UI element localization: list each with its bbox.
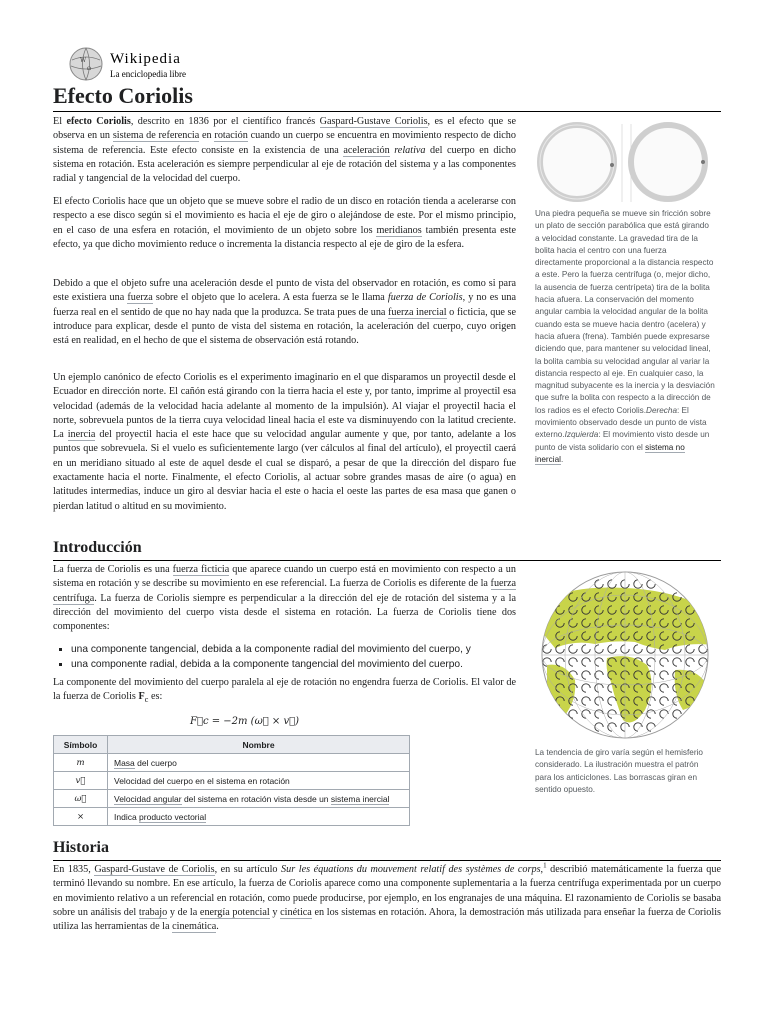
inline-link[interactable]: sistema de referencia <box>112 130 200 142</box>
puzzle-globe-icon <box>68 46 104 82</box>
wordmark: Wikipedia <box>110 51 181 67</box>
inline-link[interactable]: cinética <box>280 906 312 918</box>
historia-paragraph-1: En 1835, Gaspard-Gustave de Coriolis, en su artículo Sur les équations du mouvement relatif des systèmes de corps,$^1$ describió matemáticamente la fuerza que terminó llevando su nombre. En ese artículo, la fuerza de Coriolis aparece como una componente suplementaria a la fuerza centrífuga experimentada por un cuerpo en movimiento relativo a un referencial en rotación, como puede producirse, por ejemplo, en los engranajes de una máquina. El razonamiento de Coriolis se basaba sobre un análisis del trabajo y de la energía potencial y cinética en los sistemas en rotación. Ahora, la demostración más utilizada para enseñar la fuerza de Coriolis utiliza las herramientas de la cinemática. <box>53 861 721 933</box>
inline-link[interactable]: sistema inercial <box>330 793 390 804</box>
globe-rotation-image[interactable] <box>535 570 715 740</box>
inline-link[interactable]: meridianos <box>376 224 422 236</box>
bold-text: F <box>138 691 145 703</box>
symbol-table <box>53 735 410 826</box>
italic-text: Sur les équations du mouvement relatif des systèmes de corps <box>281 864 541 875</box>
name-cell: Indica producto vectorial <box>108 808 410 826</box>
inline-link[interactable]: fuerza centrífuga <box>53 578 516 604</box>
tagline: La enciclopedia libre <box>110 69 186 79</box>
table-row <box>54 808 410 826</box>
intro-paragraph-4: Un ejemplo canónico de efecto Coriolis es el experimento imaginario en el que disparamos un proyectil desde el Ecuador en dirección norte. El cañón está girando con la tierra hacia el este y, por tanto, imprime al proyectil esa velocidad (además de la velocidad hacia adelante al momento de la impulsión). Al viajar el proyectil hacia el norte, sobrevuela puntos de la tierra cuya velocidad lineal hacia el este va disminuyendo con la latitud creciente. La inercia del proyectil hacia el este hace que su velocidad angular aumente y que, por tanto, adelante a los puntos que sobrevuela. Si el vuelo es suficientemente largo (ver cálculos al final del artículo), el proyectil caerá en un meridiano situado al este de aquel desde el cual se disparó, a pesar de que la dirección del disparo fue exactamente hacia el norte. Finalmente, el efecto Coriolis, al actuar sobre grandes masas de aire (o agua) en latitudes intermedias, induce un giro al desviar hacia el este o hacia el oeste las partes de esa masa que ganen o pierdan latitud o altitud en su movimiento. <box>53 372 517 512</box>
list-item: ▪ una componente radial, debida a la componente tangencial del movimiento del cuerpo. <box>71 657 471 672</box>
page-title: Efecto Coriolis <box>53 82 721 112</box>
inline-link[interactable]: Masa <box>114 757 135 768</box>
table-header: Símbolo <box>54 736 108 754</box>
intro-paragraph-3: Debido a que el objeto sufre una aceleración desde el punto de vista del observador en rotación, es como si para este existiera una fuerza sobre el objeto que lo acelera. A esta fuerza se le llama fuerza de Coriolis, y no es una fuerza real en el sentido de que no hay nada que la produzca. Se trata pues de una fuerza inercial o ficticia, que se introduce para explicar, desde el punto de vista del sistema en rotación, la aceleración del cuerpo, cuyo origen está en realidad, en el hecho de que el sistema de observación está rotando. <box>53 278 516 347</box>
section-heading-historia: Historia <box>53 838 721 861</box>
inline-link[interactable]: fuerza <box>127 292 153 304</box>
table-row <box>54 772 410 790</box>
inline-link[interactable]: fuerza inercial <box>388 306 447 318</box>
inline-link[interactable]: Gaspard-Gustave de Coriolis <box>94 864 215 875</box>
figure-caption: La tendencia de giro varía según el hemisferio considerado. La ilustración muestra el patrón para los anticiclones. Las borrascas giran en sentido opuesto. <box>535 748 703 794</box>
italic-text: fuerza de Coriolis <box>387 292 463 304</box>
introduccion-paragraph-1: La fuerza de Coriolis es una fuerza ficticia que aparece cuando un cuerpo está en movimiento con respecto a un sistema en rotación y se describe su movimiento en ese referencial. La fuerza de Coriolis es diferente de la fuerza centrífuga. La fuerza de Coriolis siempre es perpendicular a la dirección del eje de rotación del sistema y a la dirección del movimiento del cuerpo vista desde el sistema en rotación. La fuerza de Coriolis tiene dos componentes: <box>53 564 516 633</box>
wikipedia-logo[interactable] <box>68 46 238 86</box>
inline-link[interactable]: inercia <box>67 429 96 441</box>
figure-globe <box>535 570 715 796</box>
inline-link[interactable]: fuerza ficticia <box>172 564 230 575</box>
symbol-cell: v⃗ <box>54 772 108 790</box>
figure-caption: Una piedra pequeña se mueve sin fricción sobre un plato de sección parabólica que está girando a velocidad constante. La gravedad tira de la bolita hacia el centro con una fuerza directamente proporcional a la distancia respecto a este. Pero la fuerza centrífuga (o, mejor dicho, la ausencia de fuerza centrípeta) tira de la bolita hacia afuera. La conservación del momento angular cambia la velocidad angular de la bolita cuando esta se mueve hacia dentro (acelera) y hacia afuera (frena). También puede expresarse diciendo que, para mantener su velocidad lineal, la bolita cambia su velocidad angular al variar la distancia respecto al eje. En cualquier caso, la magnitud subyacente es la inercia y la desviación que sufre la bolita con respecto a la dirección de los radios es el efecto Coriolis.Derecha: El movimiento observado desde un punto de vista externo.Izquierda: El movimiento visto desde un punto de vista solidario con el sistema no inercial. <box>535 209 715 464</box>
svg-text:W: W <box>80 57 87 64</box>
bold-text: efecto Coriolis <box>66 116 131 127</box>
figure-coriolis-discs <box>535 118 715 466</box>
footnote-ref[interactable]: 1 <box>543 861 547 870</box>
section-heading-introduccion: Introducción <box>53 538 721 561</box>
component-list <box>53 642 471 672</box>
inline-link[interactable]: sistema no inercial <box>535 442 685 464</box>
symbol-cell: ω⃗ <box>54 790 108 808</box>
list-item: ▪ una componente tangencial, debida a la componente radial del movimiento del cuerpo, y <box>71 642 471 657</box>
inline-link[interactable]: trabajo <box>138 906 168 918</box>
introduccion-paragraph-2: La componente del movimiento del cuerpo paralela al eje de rotación no engendra fuerza de Coriolis. El valor de la fuerza de Coriolis $F_c$ es: <box>53 677 516 705</box>
inline-link[interactable]: cinemática <box>172 921 217 933</box>
name-cell: Velocidad del cuerpo en el sistema en rotación <box>108 772 410 790</box>
table-header: Nombre <box>108 736 410 754</box>
name-cell: Masa del cuerpo <box>108 754 410 772</box>
table-row <box>54 754 410 772</box>
italic-text: relativa <box>394 144 426 156</box>
name-cell: Velocidad angular del sistema en rotación vista desde un sistema inercial <box>108 790 410 808</box>
symbol-cell: m <box>54 754 108 772</box>
coriolis-formula: F⃗c = −2m (ω⃗ × v⃗) <box>190 716 300 727</box>
subscript: c <box>144 694 149 705</box>
intro-paragraph-1: El efecto Coriolis, descrito en 1836 por el científico francés Gaspard-Gustave Coriolis, es el efecto que se observa en un sistema de referencia en rotación cuando un cuerpo se encuentra en movimiento respecto de dicho sistema de referencia. Este efecto consiste en la existencia de una aceleración relativa del cuerpo en dicho sistema en rotación. Esta aceleración es siempre perpendicular al eje de rotación del sistema y a las componentes radial y tangencial de la velocidad del cuerpo. <box>53 116 516 185</box>
inline-link[interactable]: Gaspard-Gustave Coriolis <box>319 116 428 127</box>
inline-link[interactable]: aceleración <box>343 144 390 156</box>
rotating-discs-image[interactable] <box>535 118 715 206</box>
italic-text: Izquierda <box>564 430 599 440</box>
inline-link[interactable]: Velocidad angular <box>114 793 182 804</box>
intro-paragraph-2: El efecto Coriolis hace que un objeto que se mueve sobre el radio de un disco en rotación tienda a acelerarse con respecto a ese disco según si el movimiento es hacia el eje de giro o alejándose de este. Por el mismo principio, en el caso de una esfera en rotación, el movimiento de un objeto sobre los meridianos también presenta este efecto, ya que dicho movimiento reduce o incrementa la distancia respecto al eje de giro de la esfera. <box>53 196 516 250</box>
symbol-cell: × <box>54 808 108 826</box>
table-row <box>54 790 410 808</box>
italic-text: Derecha <box>646 405 677 415</box>
inline-link[interactable]: energía potencial <box>199 906 270 918</box>
inline-link[interactable]: rotación <box>214 130 248 142</box>
svg-text:Ω: Ω <box>87 66 92 72</box>
inline-link[interactable]: producto vectorial <box>139 811 207 822</box>
